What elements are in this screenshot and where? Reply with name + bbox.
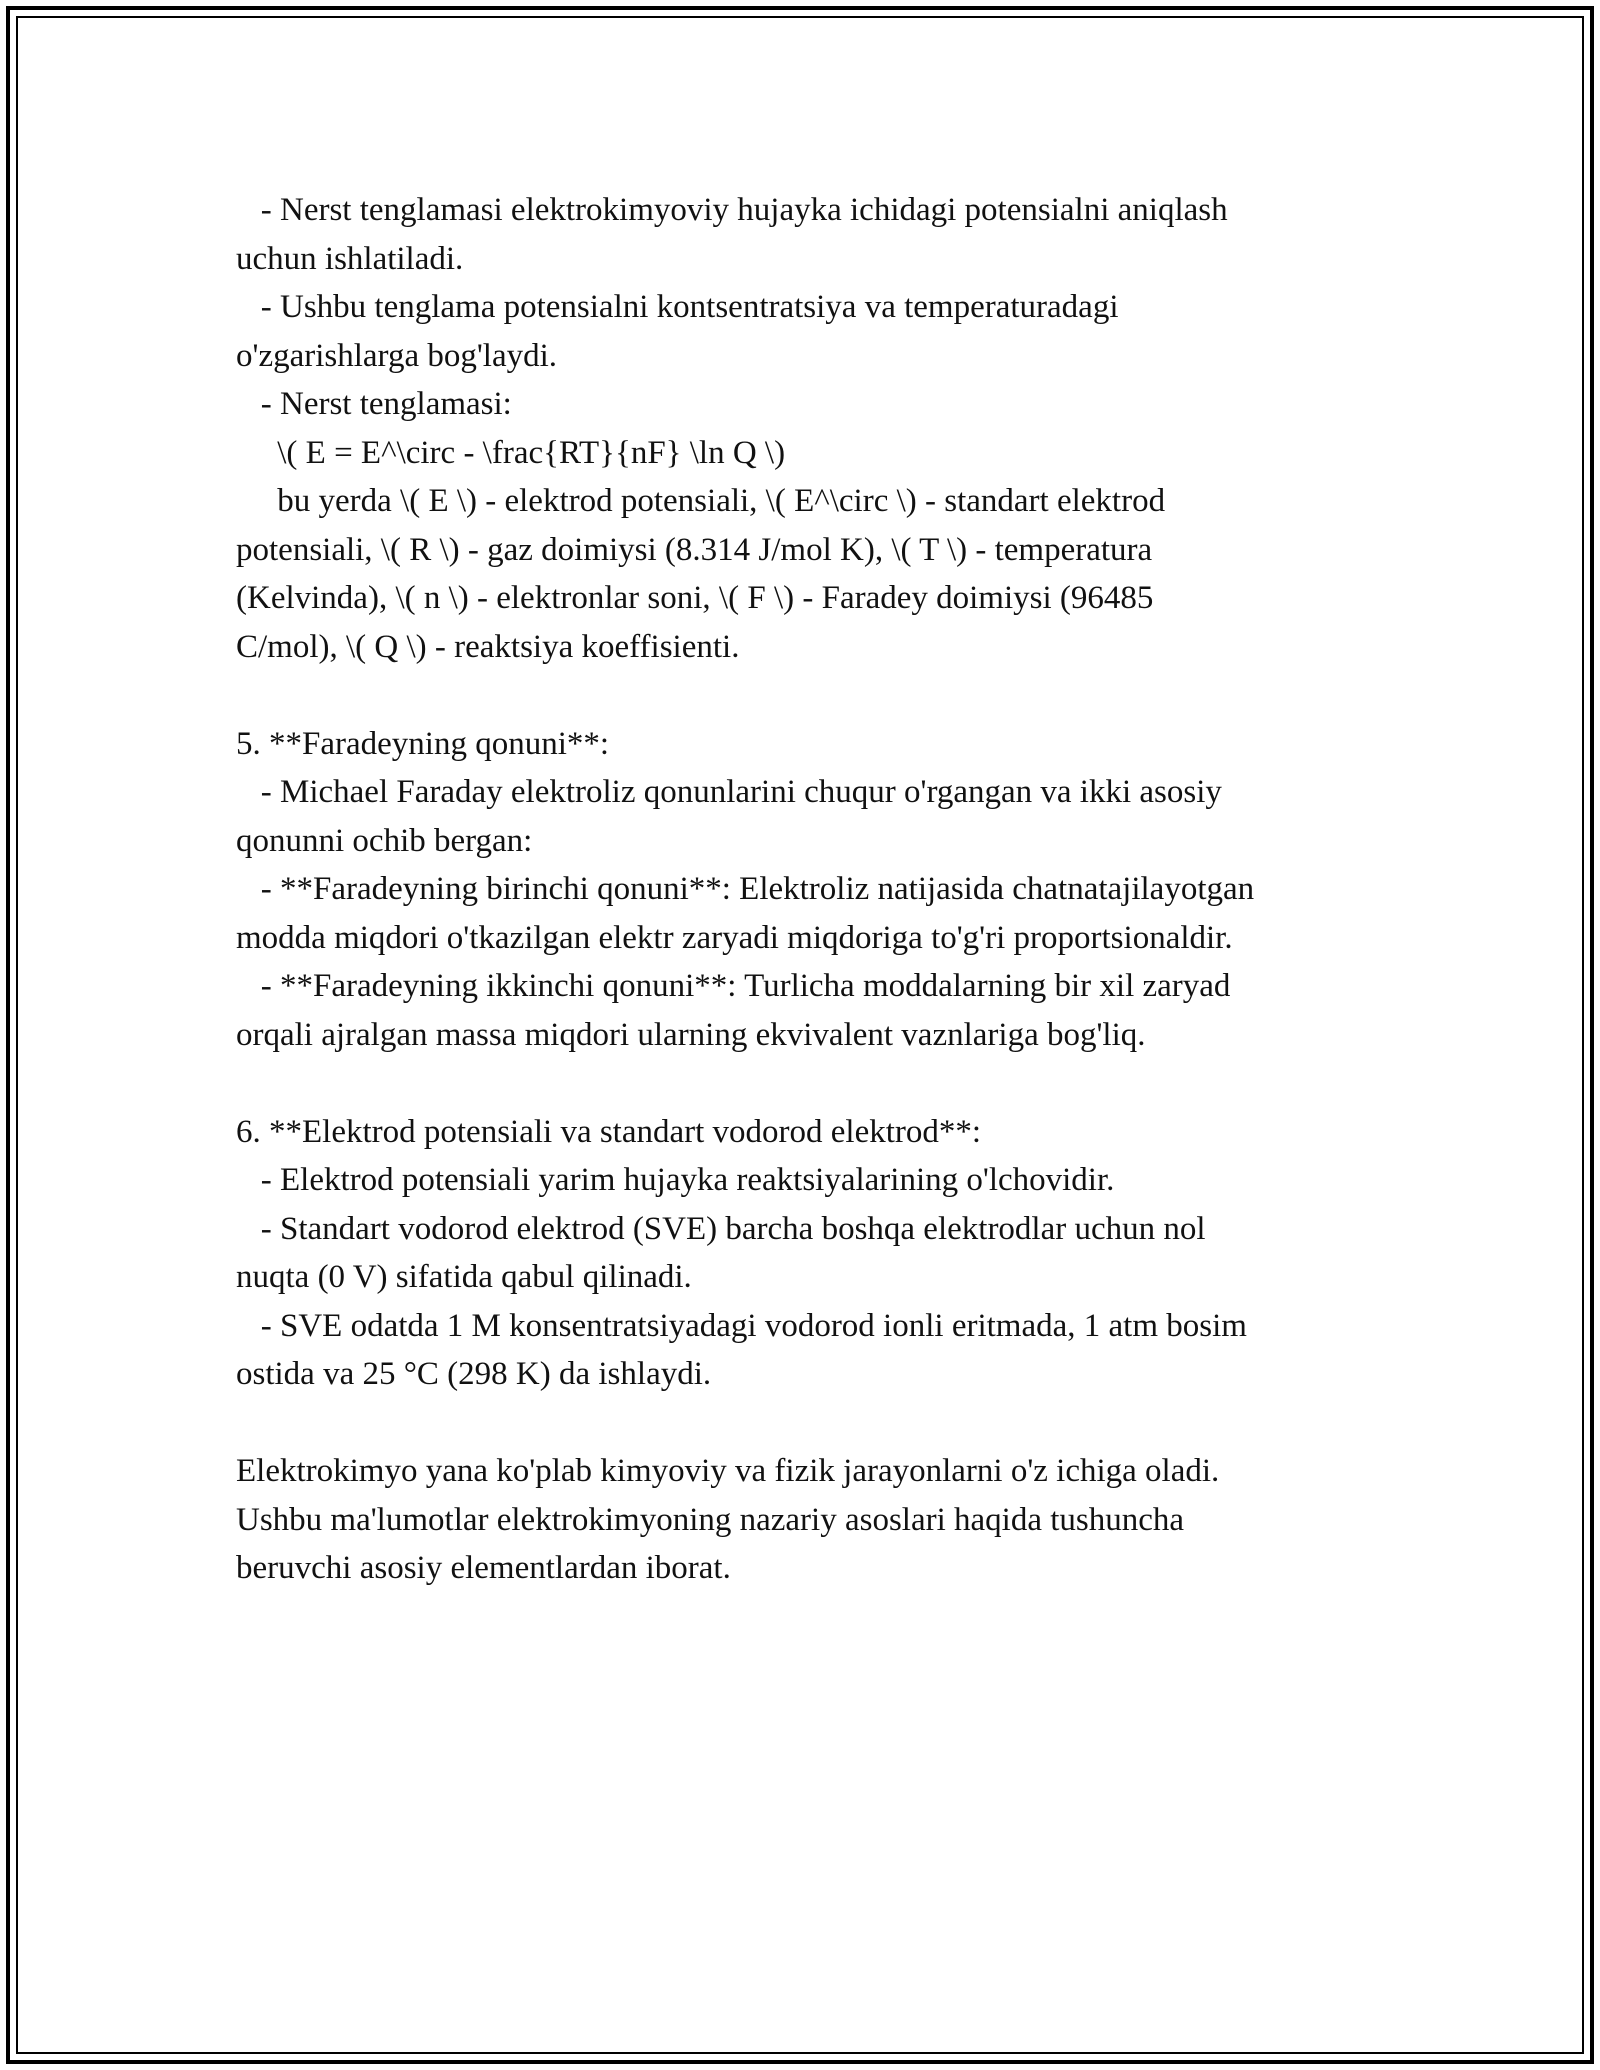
section-heading: 6. **Elektrod potensiali va standart vodorod elektrod**: (236, 1113, 982, 1150)
blank-line (236, 671, 1386, 720)
text-line: C/mol), \( Q \) - reaktsiya koeffisienti. (236, 628, 740, 665)
document-body (236, 186, 1386, 1593)
text-line: - **Faradeyning birinchi qonuni**: Elektroliz natijasida chatnatajilayotgan (236, 871, 1255, 907)
text-line: uchun ishlatiladi. (236, 240, 464, 277)
text-line: qonunni ochib bergan: (236, 822, 533, 859)
text-line: - Ushbu tenglama potensialni kontsentratsiya va temperaturadagi (236, 289, 1119, 325)
text-line: - Michael Faraday elektroliz qonunlarini chuqur o'rgangan va ikki asosiy (236, 774, 1222, 810)
text-line: beruvchi asosiy elementlardan iborat. (236, 1550, 731, 1586)
equation-line: \( E = E^\circ - \frac{RT}{nF} \ln Q \) (236, 434, 786, 471)
text-line: (Kelvinda), \( n \) - elektronlar soni, \( F \) - Faradey doimiysi (96485 (236, 580, 1154, 616)
text-line: bu yerda \( E \) - elektrod potensiali, \( E^\circ \) - standart elektrod (236, 483, 1166, 519)
text-line: modda miqdori o'tkazilgan elektr zaryadi miqdoriga to'g'ri proportsionaldir. (236, 919, 1233, 956)
text-line: nuqta (0 V) sifatida qabul qilinadi. (236, 1259, 692, 1295)
blank-line (236, 1399, 1386, 1448)
text-line: Ushbu ma'lumotlar elektrokimyoning nazariy asoslari haqida tushuncha (236, 1501, 1185, 1538)
text-line: ostida va 25 °C (298 K) da ishlaydi. (236, 1356, 712, 1392)
section-heading: 5. **Faradeyning qonuni**: (236, 725, 610, 762)
text-line: - Standart vodorod elektrod (SVE) barcha boshqa elektrodlar uchun nol (236, 1210, 1206, 1247)
text-line: - **Faradeyning ikkinchi qonuni**: Turlicha moddalarning bir xil zaryad (236, 968, 1231, 1004)
text-line: Elektrokimyo yana ko'plab kimyoviy va fizik jarayonlarni o'z ichiga oladi. (236, 1453, 1220, 1489)
text-line: - Nerst tenglamasi: (236, 386, 512, 422)
text-line: orqali ajralgan massa miqdori ularning ekvivalent vaznlariga bog'liq. (236, 1016, 1146, 1053)
text-line: - Nerst tenglamasi elektrokimyoviy hujayka ichidagi potensialni aniqlash (236, 192, 1228, 228)
text-line: potensiali, \( R \) - gaz doimiysi (8.314 J/mol K), \( T \) - temperatura (236, 531, 1153, 568)
text-line: o'zgarishlarga bog'laydi. (236, 337, 558, 374)
blank-line (236, 1059, 1386, 1108)
text-line: - SVE odatda 1 M konsentratsiyadagi vodorod ionli eritmada, 1 atm bosim (236, 1307, 1247, 1344)
text-line: - Elektrod potensiali yarim hujayka reaktsiyalarining o'lchovidir. (236, 1162, 1115, 1198)
